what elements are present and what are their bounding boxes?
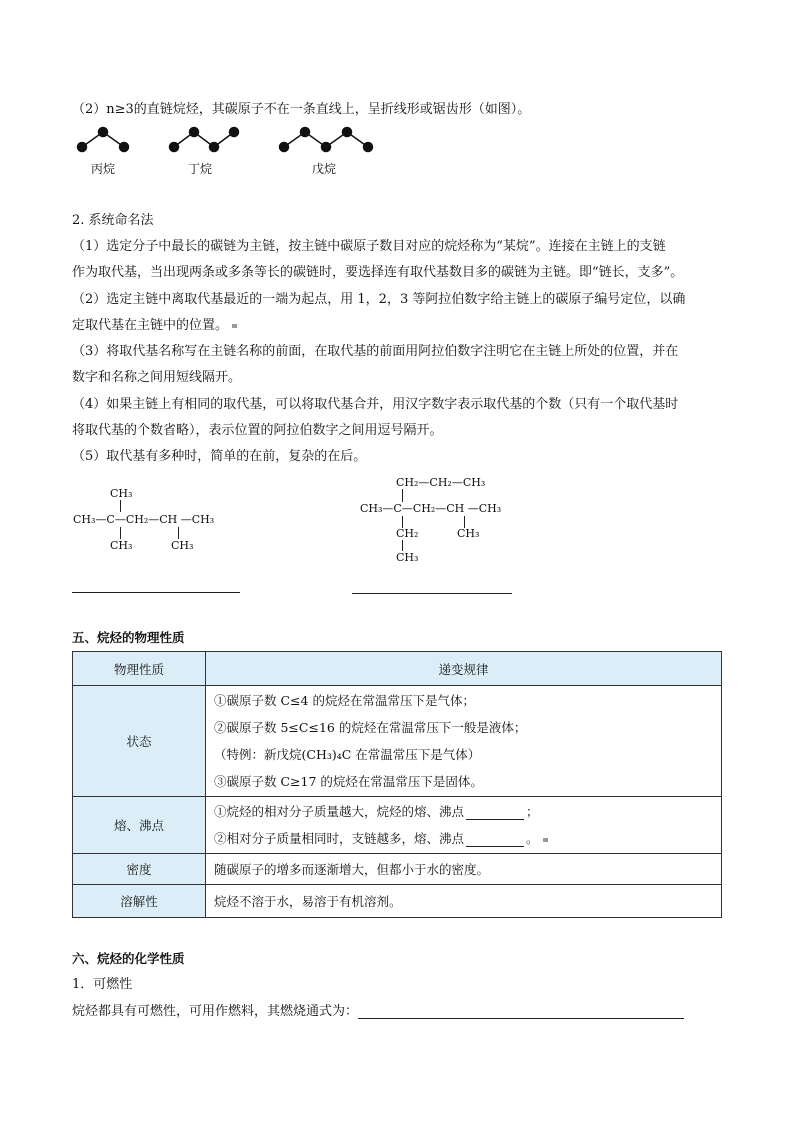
table-row-state	[73, 686, 722, 797]
f2-bottom-left1: CH₂	[396, 527, 419, 540]
solubility-text: 烷烃不溶于水，易溶于有机溶剂。	[206, 885, 722, 918]
rule-line-9: （5）取代基有多种时，简单的在前，复杂的在后。	[72, 449, 367, 464]
tiny-mark	[232, 324, 237, 328]
intro-line: （2）n≥3的直链烷烃，其碳原子不在一条直线上，呈折线形或锯齿形（如图）。	[72, 102, 531, 117]
state-line-4: ③碳原子数 C≥17 的烷烃在常温常压下是固体。	[214, 774, 483, 789]
header-property: 物理性质	[73, 652, 206, 686]
table-header-row	[73, 652, 722, 686]
table-row-solubility	[73, 885, 722, 918]
section2-title: 2. 系统命名法	[72, 213, 154, 228]
f2-bottom-right: CH₃	[457, 527, 480, 540]
mp-line-1-end: ；	[526, 804, 539, 819]
answer-line-1[interactable]	[72, 592, 240, 593]
rule-line-8: 将取代基的个数省略），表示位置的阿拉伯数字之间用逗号隔开。	[72, 423, 443, 438]
butane-zigzag	[170, 128, 239, 152]
mp-blank-1[interactable]	[466, 805, 524, 820]
table-row-density	[73, 854, 722, 885]
label-solubility: 溶解性	[73, 885, 206, 918]
label-density: 密度	[73, 854, 206, 885]
rule-line-1: （1）选定分子中最长的碳链为主链，按主链中碳原子数目对应的烷烃称为“某烷”。连接在主链上的支链	[72, 239, 666, 254]
rule-line-6: 数字和名称之间用短线隔开。	[72, 370, 242, 385]
rule-line-2: 作为取代基，当出现两条或多条等长的碳链时，要选择连有取代基数目多的碳链为主链。即“链长，支多”。	[72, 265, 684, 280]
label-state: 状态	[73, 686, 206, 797]
mp-blank-2[interactable]	[466, 832, 524, 847]
section6-sub: 1．可燃性	[72, 977, 133, 992]
f1-top: CH₃	[110, 487, 133, 500]
section5-title: 五、烷烃的物理性质	[72, 630, 185, 645]
caption-butane: 丁烷	[188, 162, 213, 176]
f1-bottom-left: CH₃	[110, 539, 133, 552]
state-line-2: ②碳原子数 5≤C≤16 的烷烃在常温常压下一般是液体；	[214, 720, 527, 735]
label-melting: 熔、沸点	[73, 797, 206, 854]
density-text: 随碳原子的增多而逐渐增大，但都小于水的密度。	[206, 854, 722, 885]
f2-bond-down-2	[402, 540, 403, 551]
physical-properties-table	[72, 651, 722, 918]
f2-bond-up	[402, 489, 403, 502]
table-row-melting	[73, 797, 722, 854]
zigzag-chain-diagrams	[0, 124, 794, 184]
f1-bond-down-left	[120, 527, 121, 539]
header-trend: 递变规律	[206, 652, 722, 686]
mp-line-1: ①烷烃的相对分子质量越大，烷烃的熔、沸点	[214, 804, 465, 819]
rule-line-4: 定取代基在主链中的位置。	[72, 318, 229, 333]
f2-bottom-left2: CH₃	[396, 551, 419, 564]
section6-title: 六、烷烃的化学性质	[72, 951, 185, 966]
state-line-1: ①碳原子数 C≤4 的烷烃在常温常压下是气体；	[214, 693, 475, 708]
answer-line-2[interactable]	[352, 593, 512, 594]
combustion-answer-line[interactable]	[358, 1004, 684, 1019]
caption-pentane: 戊烷	[312, 162, 337, 176]
f1-bottom-right: CH₃	[171, 539, 194, 552]
caption-propane: 丙烷	[91, 162, 116, 176]
mp-line-2: ②相对分子质量相同时，支链越多，熔、沸点	[214, 831, 465, 846]
f2-main: CH₃—C—CH₂—CH —CH₃	[360, 502, 502, 515]
propane-zigzag	[78, 128, 129, 152]
state-line-3: （特例：新戊烷(CH₃)₄C 在常温常压下是气体）	[214, 747, 481, 762]
f1-main: CH₃—C—CH₂—CH —CH₃	[73, 513, 215, 526]
mp-line-2-end: 。	[526, 831, 539, 846]
rule-line-7: （4）如果主链上有相同的取代基，可以将取代基合并，用汉字数字表示取代基的个数（只有一个取代基时	[72, 397, 679, 412]
f1-bond-up	[120, 500, 121, 512]
rule-line-3: （2）选定主链中离取代基最近的一端为起点，用 1，2，3 等阿拉伯数字给主链上的碳原子编号定位，以确	[72, 292, 686, 307]
f1-bond-down-right	[178, 527, 179, 539]
f2-top: CH₂—CH₂—CH₃	[396, 476, 486, 489]
rule-line-5: （3）将取代基名称写在主链名称的前面，在取代基的前面用阿拉伯数字注明它在主链上所处的位置，并在	[72, 344, 679, 359]
pentane-zigzag	[280, 128, 373, 152]
tiny-mark-2	[543, 838, 548, 842]
section6-text: 烷烃都具有可燃性，可用作燃料，其燃烧通式为：	[72, 1004, 359, 1019]
